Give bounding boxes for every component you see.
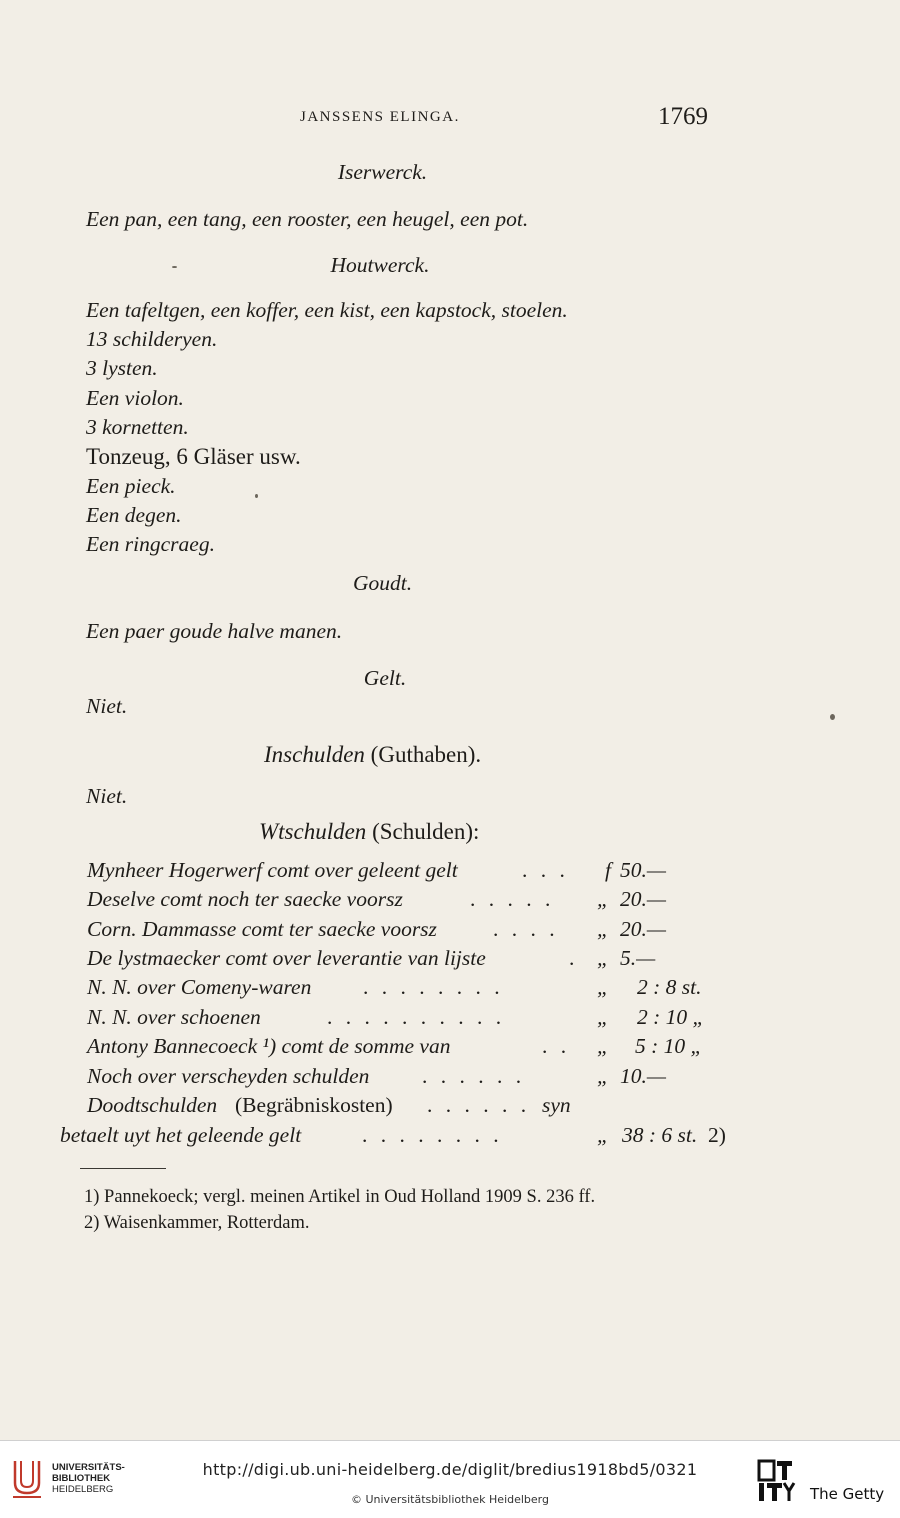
iserwerck-text: Een pan, een tang, een rooster, een heugel, een pot.	[86, 207, 529, 231]
currency-mark: „	[597, 1034, 609, 1058]
funeral-label-roman: (Begräbniskosten)	[235, 1093, 393, 1117]
table-row	[87, 858, 727, 887]
debt-label: betaelt uyt het geleende gelt	[60, 1123, 302, 1147]
footnote-ref: 2)	[708, 1123, 726, 1147]
debt-amount: 50.—	[620, 858, 666, 882]
footnote-1: 1) Pannekoeck; vergl. meinen Artikel in Oud Holland 1909 S. 236 ff.	[84, 1187, 596, 1207]
debt-amount: 10.—	[620, 1064, 666, 1088]
inschulden-text: Niet.	[86, 784, 128, 808]
list-item: 3 kornetten.	[86, 415, 189, 439]
heading-wtschulden	[259, 818, 479, 846]
debt-amount: 2 : 10 „	[637, 1005, 705, 1029]
table-row	[87, 887, 727, 916]
debt-label: Deselve comt noch ter saecke voorsz	[87, 887, 403, 911]
currency-mark: „	[597, 1005, 609, 1029]
footer-bar	[0, 1440, 900, 1518]
running-head	[0, 105, 900, 135]
heading-goudt: Goudt.	[352, 571, 413, 595]
library-line-2: BIBLIOTHEK	[52, 1473, 111, 1484]
dot-leaders: . . . . . . . . . .	[327, 1005, 506, 1029]
debt-amount: 20.—	[620, 917, 666, 941]
table-row	[87, 975, 727, 1004]
ink-speck	[830, 714, 835, 720]
ink-speck	[172, 266, 177, 268]
table-row	[87, 1005, 727, 1034]
dot-leaders: . . . . . .	[427, 1093, 531, 1117]
debt-label: Noch over verscheyden schulden	[87, 1064, 370, 1088]
currency-mark: „	[597, 975, 609, 999]
table-row	[87, 1093, 727, 1122]
currency-mark: f	[605, 858, 611, 882]
page-number: 1769	[658, 103, 708, 130]
dot-leaders: . .	[542, 1034, 571, 1058]
library-line-1: UNIVERSITÄTS-	[52, 1462, 125, 1473]
debt-amount: 20.—	[620, 887, 666, 911]
table-row	[87, 917, 727, 946]
debt-amount: 2 : 8 st.	[637, 975, 702, 999]
heading-houtwerck: Houtwerck.	[330, 253, 430, 277]
debt-label: Mynheer Hogerwerf comt over geleent gelt	[87, 858, 458, 882]
list-item: 3 lysten.	[86, 356, 158, 380]
goudt-text: Een paer goude halve manen.	[86, 619, 343, 643]
heading-inschulden-roman: (Guthaben).	[370, 742, 482, 767]
debt-label: Corn. Dammasse comt ter saecke voorsz	[87, 917, 437, 941]
dot-leaders: . . . . . . . .	[362, 1123, 503, 1147]
debt-amount: 5 : 10 „	[635, 1034, 703, 1058]
heading-iserwerck: Iserwerck.	[337, 160, 428, 184]
table-row	[87, 946, 727, 975]
ink-speck	[255, 494, 258, 498]
gelt-text: Niet.	[86, 694, 128, 718]
currency-mark: „	[597, 887, 609, 911]
currency-mark: „	[597, 946, 609, 970]
heading-inschulden	[264, 741, 481, 769]
debt-label: N. N. over schoenen	[87, 1005, 261, 1029]
dot-leaders: . . . . . .	[422, 1064, 526, 1088]
table-row	[87, 1064, 727, 1093]
list-item: Tonzeug, 6 Gläser usw.	[86, 444, 301, 469]
dot-leaders: .	[569, 946, 579, 970]
list-item: Een degen.	[86, 503, 182, 527]
getty-logo-icon[interactable]	[757, 1459, 797, 1503]
copyright-notice: © Universitätsbibliothek Heidelberg	[350, 1493, 549, 1506]
list-item: Een violon.	[86, 386, 184, 410]
debt-label: N. N. over Comeny-waren	[87, 975, 312, 999]
list-item: 13 schilderyen.	[86, 327, 218, 351]
dot-leaders: . . . . . . . .	[363, 975, 504, 999]
debt-label: De lystmaecker comt over leverantie van lijste	[87, 946, 486, 970]
heading-gelt: Gelt.	[363, 666, 407, 690]
funeral-end: syn	[542, 1093, 571, 1117]
currency-mark: „	[597, 917, 609, 941]
dot-leaders: . . . .	[493, 917, 559, 941]
footnote-rule	[80, 1168, 166, 1169]
debt-amount: 38 : 6 st.	[622, 1123, 698, 1147]
debt-amount: 5.—	[620, 946, 656, 970]
heading-inschulden-italic: Inschulden	[264, 742, 365, 767]
list-item: Een pieck.	[86, 474, 176, 498]
table-row	[87, 1034, 727, 1063]
table-row	[60, 1123, 730, 1152]
currency-mark: „	[597, 1123, 609, 1147]
heading-wtschulden-italic: Wtschulden	[259, 819, 367, 844]
funeral-label-italic: Doodtschulden	[87, 1093, 218, 1117]
dot-leaders: . . . . .	[470, 887, 555, 911]
library-line-3: HEIDELBERG	[52, 1484, 114, 1495]
footnote-2: 2) Waisenkammer, Rotterdam.	[84, 1213, 310, 1233]
heading-wtschulden-roman: (Schulden):	[372, 819, 480, 844]
list-item: Een ringcraeg.	[86, 532, 215, 556]
permalink-url[interactable]: http://digi.ub.uni-heidelberg.de/diglit/bredius1918bd5/0321	[202, 1460, 698, 1479]
sponsor-name: The Getty	[810, 1485, 885, 1503]
running-title: JANSSENS ELINGA.	[300, 109, 460, 125]
currency-mark: „	[597, 1064, 609, 1088]
list-item: Een tafeltgen, een koffer, een kist, een kapstock, stoelen.	[86, 298, 568, 322]
dot-leaders: . . .	[522, 858, 569, 882]
debt-label: Antony Bannecoeck ¹) comt de somme van	[87, 1034, 451, 1058]
